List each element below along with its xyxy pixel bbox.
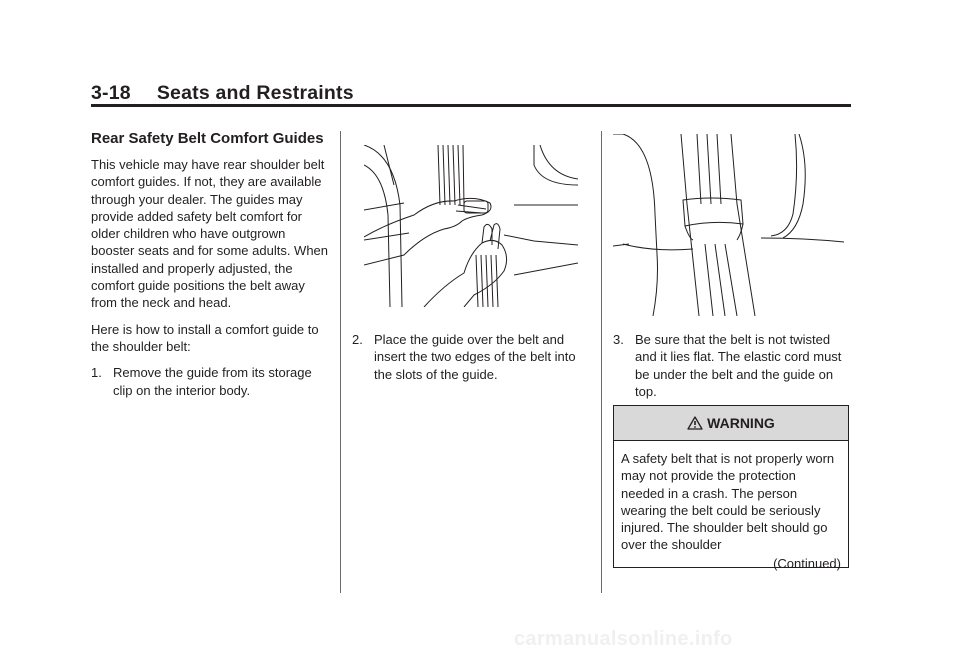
column-1	[91, 130, 331, 399]
step-number: 2.	[352, 332, 363, 347]
column-divider-1	[340, 131, 341, 593]
header-rule	[91, 104, 851, 107]
section-heading: Rear Safety Belt Comfort Guides	[91, 130, 324, 147]
step-text: Be sure that the belt is not twisted and it lies flat. The elastic cord must be under the belt and the guide on top.	[635, 332, 842, 399]
install-guide-image	[364, 145, 578, 307]
step-1	[91, 364, 331, 399]
column-divider-2	[601, 131, 602, 593]
belt-flat-image	[613, 134, 844, 316]
column-2	[352, 331, 582, 383]
step-2	[352, 331, 582, 383]
warning-continued: (Continued)	[773, 555, 841, 571]
page-header	[91, 82, 354, 105]
illustration-install-guide	[364, 145, 578, 307]
warning-body: A safety belt that is not properly worn may not provide the protection needed in a crash. The person wearing the belt could be seriously injured. The shoulder belt should go over the shoulder	[621, 451, 835, 553]
step-text: Place the guide over the belt and insert the two edges of the belt into the slots of the guide.	[374, 332, 576, 382]
footer-watermark: carmanualsonline.info	[514, 628, 733, 650]
warning-triangle-icon	[687, 416, 703, 430]
section-title: Seats and Restraints	[156, 82, 354, 104]
warning-title: WARNING	[707, 415, 775, 431]
step-3	[613, 331, 849, 400]
column-3	[613, 331, 849, 400]
page-number: 3-18	[91, 82, 131, 104]
illustration-belt-flat	[613, 134, 844, 316]
intro-paragraph: This vehicle may have rear shoulder belt comfort guides. If not, they are available through your dealer. The guides may provide added safety belt comfort for older children who have outgrown booster seats and for some adults. When installed and properly adjusted, the comfort guide positions the belt away from the neck and head.	[91, 157, 329, 311]
step-text: Remove the guide from its storage clip on the interior body.	[113, 365, 312, 398]
warning-box	[613, 405, 849, 571]
warning-header	[614, 406, 848, 441]
step-number: 3.	[613, 332, 624, 347]
step-number: 1.	[91, 365, 102, 381]
install-intro-paragraph: Here is how to install a comfort guide to the shoulder belt:	[91, 321, 319, 354]
